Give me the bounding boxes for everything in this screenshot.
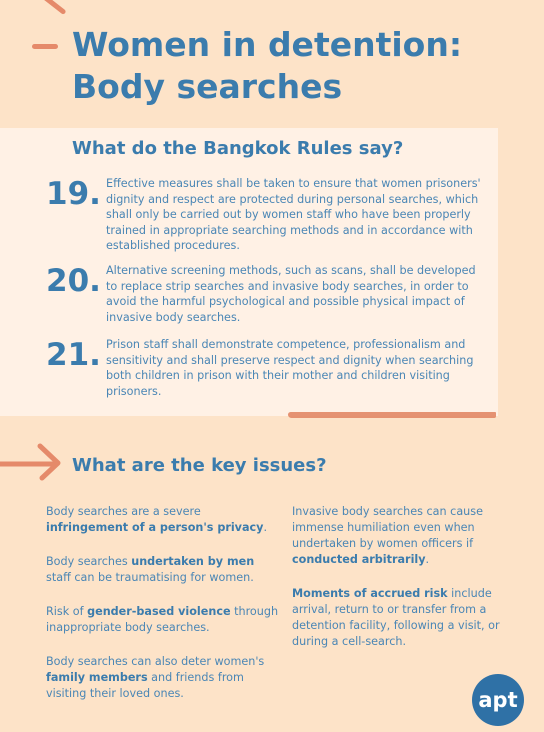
issues-right-column bbox=[292, 504, 528, 668]
issue-item: Body searches undertaken by men staff can be traumatising for women. bbox=[46, 555, 255, 584]
issue-item: Invasive body searches can cause immense humiliation even when undertaken by women officers if conducted arbitrarily. bbox=[292, 505, 483, 566]
rule-text: Effective measures shall be taken to ensure that women prisoners' dignity and respect are protected during personal searches, which shall only be carried out by women staff who have been properly trained in appropriate searching methods and in accordance with established procedures. bbox=[106, 177, 481, 252]
decorative-stroke-top bbox=[41, 0, 66, 15]
rule-text: Prison staff shall demonstrate competence, professionalism and sensitivity and shall preserve respect and dignity when searching both children in prison with their mother and children visiting prisoners. bbox=[106, 338, 474, 398]
issues-heading: What are the key issues? bbox=[72, 455, 327, 476]
issue-item: Moments of accrued risk include arrival, return to or transfer from a detention facility, following a visit, or during a cell-search. bbox=[292, 587, 500, 648]
page-title bbox=[72, 24, 532, 108]
rule-text: Alternative screening methods, such as scans, shall be developed to replace strip searches and invasive body searches, in order to avoid the harmful psychological and possible physical impact of invasive body searches. bbox=[106, 264, 476, 324]
issues-left-column bbox=[46, 504, 282, 720]
rule-item bbox=[46, 176, 486, 254]
rules-heading: What do the Bangkok Rules say? bbox=[72, 138, 404, 159]
page-title-line-1: Women in detention: bbox=[72, 25, 463, 64]
apt-logo: apt bbox=[472, 674, 524, 726]
page-title-line-2: Body searches bbox=[72, 67, 343, 106]
rule-item bbox=[46, 337, 486, 399]
issue-item: Body searches can also deter women's family members and friends from visiting their loved ones. bbox=[46, 655, 265, 700]
rule-item bbox=[46, 263, 486, 325]
rule-number: 19. bbox=[46, 176, 101, 212]
arrow-icon bbox=[0, 440, 64, 482]
decorative-stroke-middle bbox=[32, 44, 58, 49]
rule-number: 20. bbox=[46, 263, 101, 299]
brush-stroke-divider bbox=[288, 412, 496, 418]
issue-item: Body searches are a severe infringement of a person's privacy. bbox=[46, 505, 268, 534]
bangkok-rules-panel bbox=[0, 128, 498, 416]
issue-item: Risk of gender-based violence through inappropriate body searches. bbox=[46, 605, 279, 634]
rule-number: 21. bbox=[46, 337, 101, 373]
